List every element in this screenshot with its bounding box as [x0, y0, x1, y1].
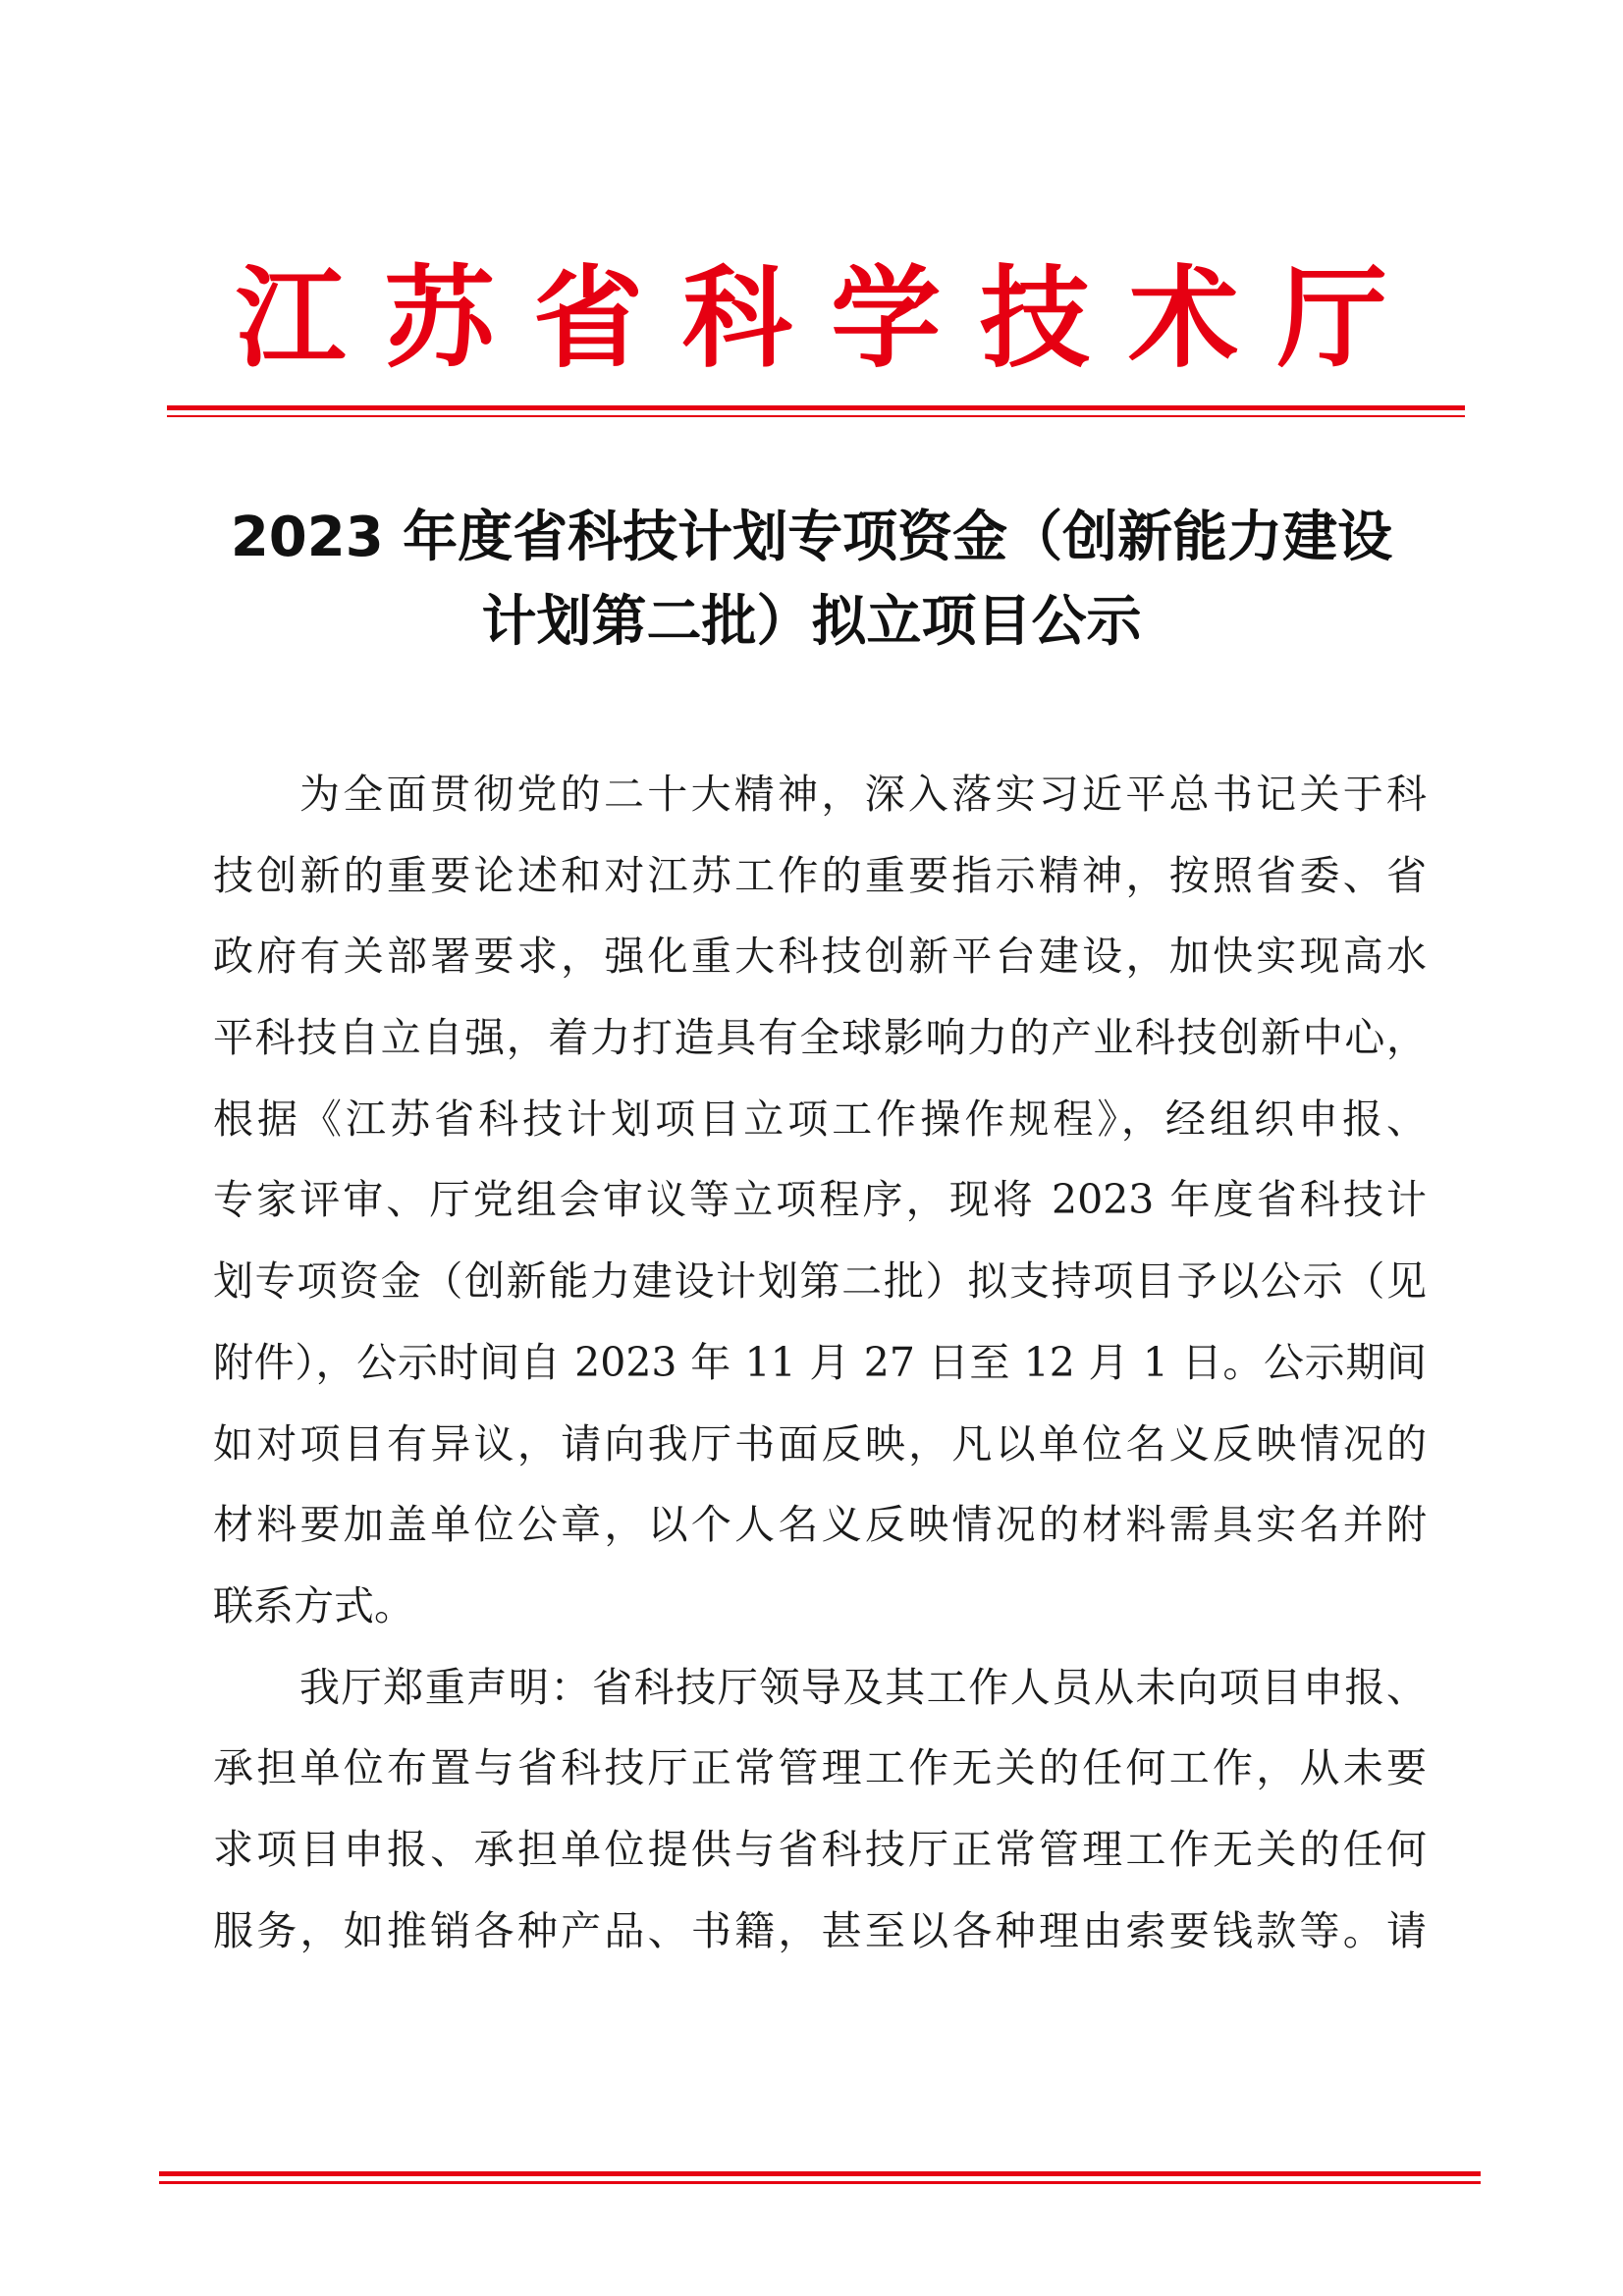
body-line: 政府有关部署要求，强化重大科技创新平台建设，加快实现高水 [213, 933, 1427, 981]
body-line: 划专项资金（创新能力建设计划第二批）拟支持项目予以公示（见 [213, 1257, 1427, 1306]
letterhead-char: 技 [979, 255, 1090, 383]
body-line: 承担单位布置与省科技厅正常管理工作无关的任何工作，从未要 [213, 1744, 1427, 1792]
letterhead-char: 江 [236, 255, 346, 383]
body-line: 根据《江苏省科技计划项目立项工作操作规程》，经组织申报、 [213, 1095, 1427, 1143]
document-body [213, 754, 1427, 1971]
footer-divider-thin [159, 2181, 1481, 2184]
body-line: 联系方式。 [213, 1581, 414, 1629]
body-line: 附件），公示时间自 2023 年 11 月 27 日至 12 月 1 日。公示期间 [213, 1338, 1427, 1386]
footer-divider-thick [159, 2171, 1481, 2176]
title-line: 2023 年度省科技计划专项资金（创新能力建设 [230, 506, 1393, 569]
document-title [196, 496, 1427, 665]
body-line: 服务，如推销各种产品、书籍，甚至以各种理由索要钱款等。请 [213, 1906, 1427, 1954]
title-line: 计划第二批）拟立项目公示 [481, 590, 1142, 654]
letterhead-title [236, 236, 1387, 402]
header-divider-thick [167, 405, 1465, 410]
letterhead-char: 科 [681, 255, 792, 383]
letterhead-char: 学 [831, 255, 942, 383]
body-line: 求项目申报、承担单位提供与省科技厅正常管理工作无关的任何 [213, 1825, 1427, 1873]
body-line: 平科技自立自强，着力打造具有全球影响力的产业科技创新中心， [213, 1014, 1427, 1062]
body-line: 技创新的重要论述和对江苏工作的重要指示精神，按照省委、省 [213, 851, 1427, 899]
letterhead-char: 厅 [1276, 255, 1387, 383]
body-line: 我厅郑重声明：省科技厅领导及其工作人员从未向项目申报、 [299, 1663, 1427, 1711]
body-line: 材料要加盖单位公章，以个人名义反映情况的材料需具实名并附 [213, 1501, 1427, 1549]
letterhead-char: 术 [1128, 255, 1239, 383]
header-divider-thin [167, 415, 1465, 417]
body-line: 如对项目有异议，请向我厅书面反映，凡以单位名义反映情况的 [213, 1419, 1427, 1468]
letterhead-char: 苏 [384, 255, 495, 383]
paragraph-announcement [213, 754, 1427, 1647]
paragraph-declaration [213, 1647, 1427, 1972]
body-line: 专家评审、厅党组会审议等立项程序，现将 2023 年度省科技计 [213, 1176, 1427, 1224]
body-line: 为全面贯彻党的二十大精神，深入落实习近平总书记关于科 [299, 771, 1427, 818]
letterhead-char: 省 [533, 255, 644, 383]
